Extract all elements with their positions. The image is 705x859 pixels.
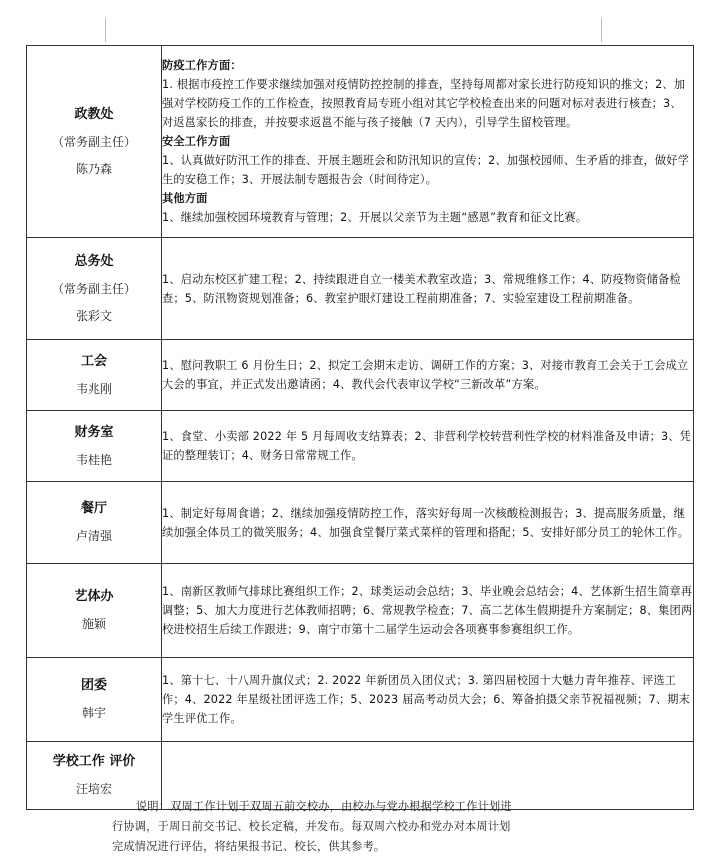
section-body: 1、启动东校区扩建工程；2、持续跟进自立一楼美术教室改造；3、常规维修工作；4、防疫物资储备检查；5、防汛物资规划准备；6、教室护眼灯建设工程前期准备；7、实验室建设工程前期准备。	[162, 272, 681, 305]
section-body: 1、继续加强校园环境教育与管理；2、开展以父亲节为主题“感恩”教育和征文比赛。	[162, 211, 588, 224]
dept-name: 餐厅	[80, 501, 107, 517]
footer-note	[112, 797, 612, 857]
section-body: 1、慰问教职工 6 月份生日；2、拟定工会期末走访、调研工作的方案；3、对接市教育工会关于工会成立大会的事宜，并正式发出邀请函；4、教代会代表审议学校“三新改革”方案。	[162, 359, 689, 391]
dept-name: 艺体办	[74, 589, 114, 605]
dept-name: 财务室	[74, 424, 114, 440]
table-row	[27, 564, 694, 658]
dept-cell	[27, 658, 162, 742]
content-cell	[162, 238, 694, 340]
content-cell	[162, 46, 694, 238]
content-cell	[162, 340, 694, 411]
section-heading: 安全工作方面	[162, 135, 231, 148]
section-body: 1、第十七、十八周升旗仪式；2. 2022 年新团员入团仪式；3. 第四届校园十大魅力青年推荐、评选工作；4、2022 年星级社团评选工作；5、2023 届高考动员大会；6、筹备拍摄父亲节祝福视频；7、期末学生评优工作。	[162, 674, 691, 725]
footer-line: 完成情况进行评估，将结果报书记、校长，供其参考。	[112, 840, 386, 853]
dept-cell	[27, 411, 162, 482]
table-row	[27, 411, 694, 482]
section-body: 1、制定好每周食谱；2、继续加强疫情防控工作，落实好每周一次核酸检测报告；3、提高服务质量，继续加强全体员工的微笑服务；4、加强食堂餐厅菜式菜样的管理和搭配；5、安排好部分员工的轮休工作。	[162, 506, 690, 539]
content-cell	[162, 658, 694, 742]
dept-cell	[27, 340, 162, 411]
table-row	[27, 46, 694, 238]
dept-cell	[27, 46, 162, 238]
dept-person: 韦桂艳	[75, 452, 112, 467]
dept-name: 工会	[80, 353, 107, 369]
table-row	[27, 658, 694, 742]
dept-name: 总务处	[74, 253, 114, 269]
dept-cell	[27, 238, 162, 340]
crop-mark-left	[105, 18, 106, 42]
content-cell	[162, 482, 694, 564]
dept-name: 团委	[80, 678, 107, 694]
dept-role: （常务副主任）	[51, 134, 136, 149]
footer-line: 说明：双周工作计划于双周五前交校办，由校办与党办根据学校工作计划进	[136, 800, 512, 813]
section-body: 1、食堂、小卖部 2022 年 5 月每周收支结算表；2、非营利学校转营利性学校的材料准备及申请；3、凭证的整理装订；4、财务日常常规工作。	[162, 430, 692, 462]
dept-name: 政教处	[74, 106, 114, 122]
dept-person: 张彩文	[75, 308, 112, 323]
table-row	[27, 482, 694, 564]
dept-role: （常务副主任）	[51, 281, 136, 296]
dept-person: 陈乃森	[75, 161, 112, 176]
section-heading: 其他方面	[162, 192, 208, 205]
dept-cell	[27, 482, 162, 564]
section-heading: 防疫工作方面：	[162, 59, 242, 72]
section-body: 1、认真做好防汛工作的排查、开展主题班会和防汛知识的宣传；2、加强校园师、生矛盾的排查，做好学生的安稳工作；3、开展法制专题报告会（时间待定）。	[162, 154, 690, 186]
dept-name: 学校工作 评价	[52, 754, 136, 770]
section-body: 1、南新区教师气排球比赛组织工作；2、球类运动会总结；3、毕业晚会总结会；4、艺体新生招生简章再调整；5、加大力度进行艺体教师招聘；6、常规教学检查；7、高二艺体生假期提升方案制定；8、集团两校进校招生后续工作跟进；9、南宁市第十二届学生运动会各项赛事参赛组织工作。	[162, 585, 693, 636]
dept-person: 卢清强	[75, 529, 112, 544]
dept-person: 汪培宏	[75, 782, 112, 797]
content-cell	[162, 411, 694, 482]
work-plan-table	[26, 45, 694, 810]
footer-line: 行协调，于周日前交书记、校长定稿，并发布。每双周六校办和党办对本周计划	[112, 820, 511, 833]
crop-mark-right	[601, 18, 602, 42]
section-body: 1. 根据市疫控工作要求继续加强对疫情防控控制的排查，坚持每周都对家长进行防疫知识的推文；2、加强对学校防疫工作的工作检查，按照教育局专班小组对其它学校检查出来的问题对标对表进行核查；3、对返邕家长的排查，并按要求返邕不能与孩子接触（7 天内），引导学生留校管理。	[162, 78, 686, 129]
dept-person: 韩宇	[81, 706, 106, 721]
dept-cell	[27, 564, 162, 658]
dept-person: 韦兆刚	[75, 381, 112, 396]
table-row	[27, 238, 694, 340]
dept-person: 施颖	[81, 617, 106, 632]
table-row	[27, 340, 694, 411]
content-cell	[162, 564, 694, 658]
